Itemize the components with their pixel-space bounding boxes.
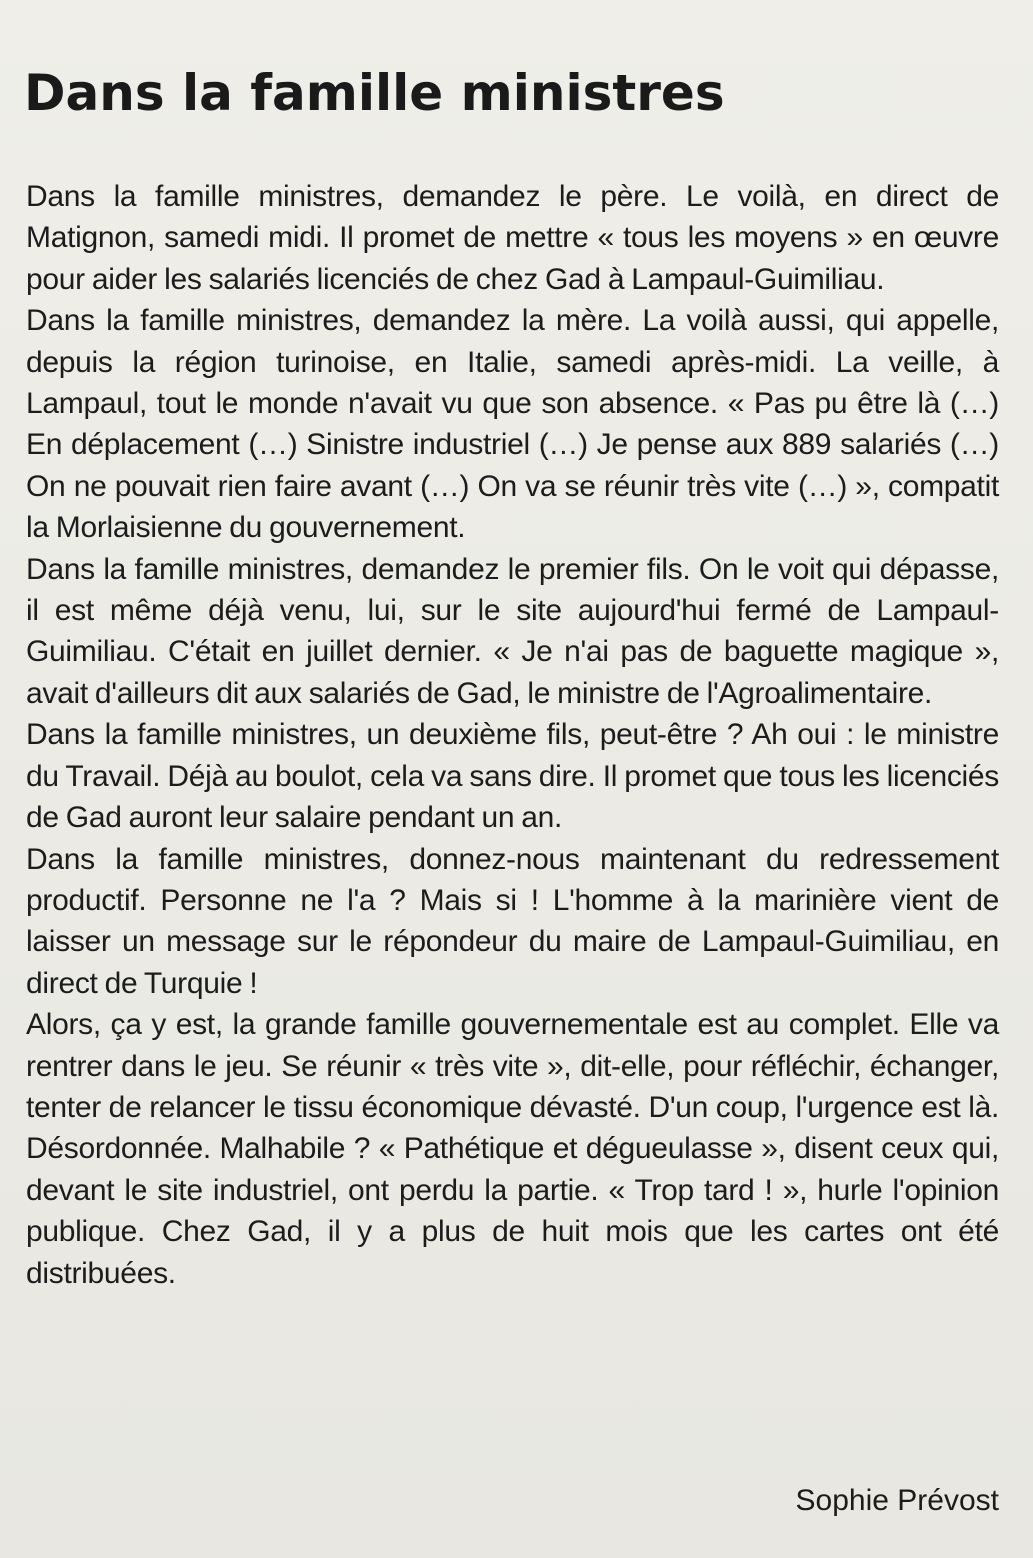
paragraph: Dans la famille ministres, demandez le premier fils. On le voit qui dépasse, il est même déjà venu, lui, sur le site aujourd'hui fermé de Lampaul-Guimiliau. C'était en juillet dernier. « Je n'ai pas de baguette magique », avait d'ailleurs dit aux salariés de Gad, le ministre de l'Agroalimentaire.: [26, 552, 999, 710]
paragraph: Alors, ça y est, la grande famille gouvernementale est au complet. Elle va rentrer dans le jeu. Se réunir « très vite », dit-elle, pour réfléchir, échanger, tenter de relancer le tissu économique dévasté. D'un coup, l'urgence est là. Désordonnée. Malhabile ? « Pathétique et dégueulasse », disent ceux qui, devant le site industriel, ont perdu la partie. « Trop tard ! », hurle l'opinion publique. Chez Gad, il y a plus de huit mois que les cartes ont été distribuées.: [26, 1008, 999, 1290]
paragraph: Dans la famille ministres, donnez-nous maintenant du redressement productif. Personne ne l'a ? Mais si ! L'homme à la marinière vient de laisser un message sur le répondeur du maire de Lampaul-Guimiliau, en direct de Turquie !: [26, 842, 999, 1000]
article-body: [26, 176, 999, 1294]
author-signature: Sophie Prévost: [795, 1484, 999, 1517]
paragraph: Dans la famille ministres, demandez la mère. La voilà aussi, qui appelle, depuis la région turinoise, en Italie, samedi après-midi. La veille, à Lampaul, tout le monde n'avait vu que son absence. « Pas pu être là (…) En déplacement (…) Sinistre industriel (…) Je pense aux 889 salariés (…) On ne pouvait rien faire avant (…) On va se réunir très vite (…) », compatit la Morlaisienne du gouvernement.: [26, 304, 999, 545]
headline: Dans la famille ministres: [24, 64, 725, 122]
paragraph: Dans la famille ministres, demandez le père. Le voilà, en direct de Matignon, samedi midi. Il promet de mettre « tous les moyens » en œuvre pour aider les salariés licenciés de chez Gad à Lampaul-Guimiliau.: [26, 180, 999, 296]
paragraph: Dans la famille ministres, un deuxième fils, peut-être ? Ah oui : le ministre du Travail. Déjà au boulot, cela va sans dire. Il promet que tous les licenciés de Gad auront leur salaire pendant un an.: [26, 718, 999, 835]
